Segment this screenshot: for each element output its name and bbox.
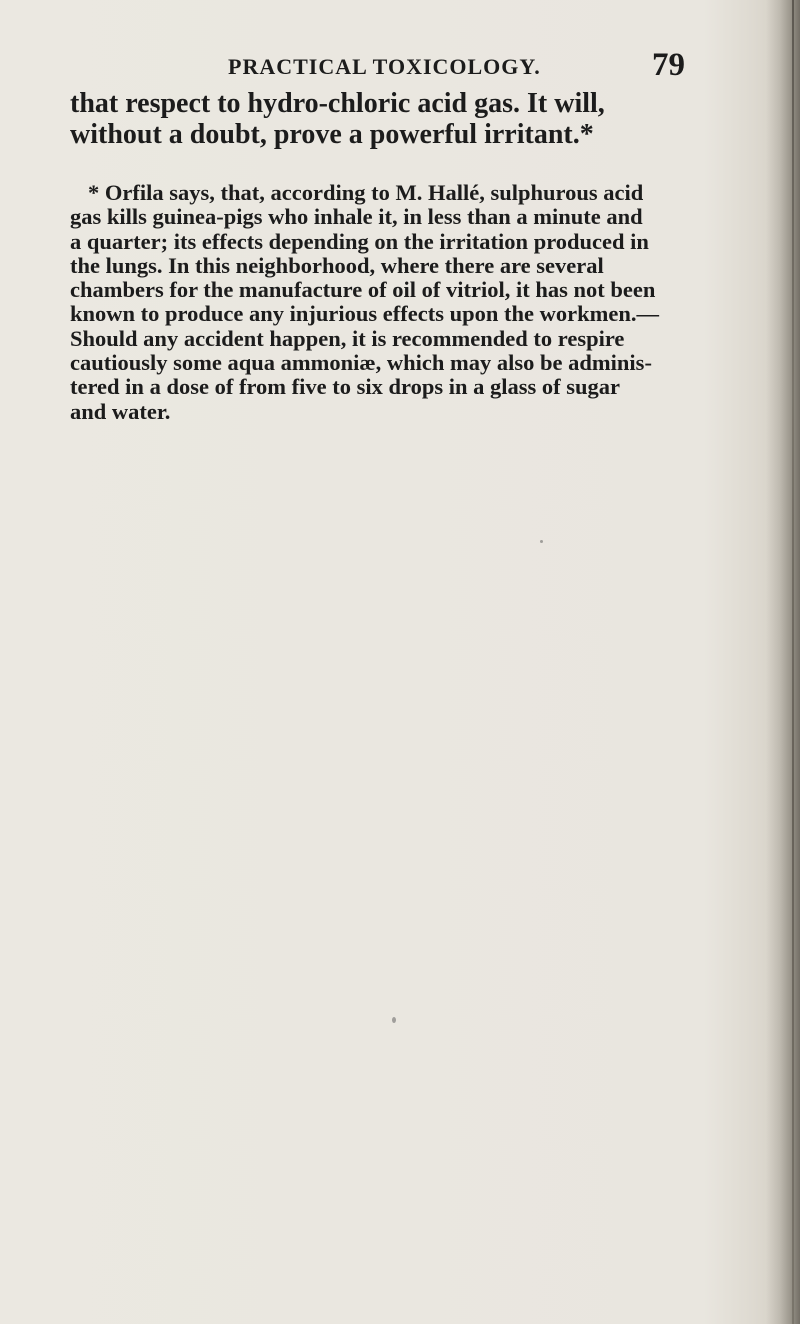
page-edge-line [792,0,794,1324]
running-head: PRACTICAL TOXICOLOGY. [228,54,541,79]
body-line: that respect to hydro-chloric acid gas. It will, [70,88,605,119]
footnote [70,181,730,424]
footnote-line: * Orfila says, that, according to M. Hallé, sulphurous acid [88,180,644,205]
footnote-line: Should any accident happen, it is recommended to respire [70,325,625,351]
footnote-line: a quarter; its effects depending on the irritation produced in [70,228,649,254]
page-number: 79 [652,47,685,83]
footnote-line: chambers for the manufacture of oil of vitriol, it has not been [70,277,656,303]
footnote-line: the lungs. In this neighborhood, where there are several [70,252,604,278]
page-binding-shadow [766,0,800,1324]
body-paragraph [70,88,730,150]
body-line: without a doubt, prove a powerful irritant.* [70,119,594,150]
footnote-line: tered in a dose of from five to six drops in a glass of sugar [70,374,621,400]
footnote-line: cautiously some aqua ammoniæ, which may also be adminis- [70,350,652,376]
footnote-line: and water. [70,398,171,424]
footnote-line: gas kills guinea-pigs who inhale it, in less than a minute and [70,204,643,230]
paper-speck [392,1017,396,1023]
paper-speck [540,540,543,543]
footnote-line: known to produce any injurious effects upon the workmen.— [70,301,660,327]
